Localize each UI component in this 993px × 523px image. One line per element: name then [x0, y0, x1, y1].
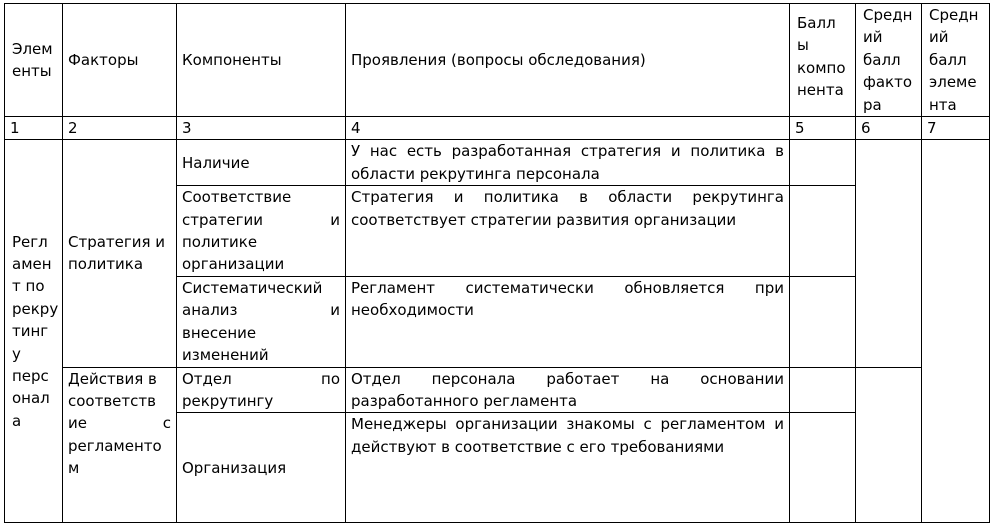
evaluation-table: [4, 3, 990, 523]
component-cell: Соответствие стратегии и политике организации: [177, 186, 346, 277]
manifestation-cell: Менеджеры организации знакомы с регламентом и действуют в соответствие с его требованиями: [346, 413, 790, 523]
column-number-row: [5, 117, 990, 140]
factor-average-cell: [856, 140, 922, 367]
factor-strategy-cell: Стратегия и политика: [63, 140, 177, 367]
column-number: 3: [177, 117, 346, 140]
column-number: 7: [922, 117, 990, 140]
header-row: [5, 4, 990, 117]
column-number: 4: [346, 117, 790, 140]
component-cell: Отдел по рекрутингу: [177, 367, 346, 413]
component-score-cell: [790, 140, 856, 186]
factor-actions-cell: Действия в соответств ие с регламенто м: [63, 367, 177, 523]
header-factor-average: Средн ий балл факто ра: [856, 4, 922, 117]
column-number: 6: [856, 117, 922, 140]
header-element-average: Средн ий балл элеме нта: [922, 4, 990, 117]
column-number: 1: [5, 117, 63, 140]
component-score-cell: [790, 186, 856, 277]
element-average-cell: [922, 140, 990, 523]
component-score-cell: [790, 276, 856, 367]
manifestation-cell: Стратегия и политика в области рекрутинга соответствует стратегии развития организации: [346, 186, 790, 277]
manifestation-cell: Регламент систематически обновляется при необходимости: [346, 276, 790, 367]
header-components: Компоненты: [177, 4, 346, 117]
element-name-cell: Регл амен т по рекру тинг у перс онал а: [5, 140, 63, 523]
table-row: [5, 140, 990, 186]
header-factors: Факторы: [63, 4, 177, 117]
header-elements: Элем енты: [5, 4, 63, 117]
component-cell: Наличие: [177, 140, 346, 186]
component-score-cell: [790, 413, 856, 523]
manifestation-cell: У нас есть разработанная стратегия и политика в области рекрутинга персонала: [346, 140, 790, 186]
manifestation-cell: Отдел персонала работает на основании разработанного регламента: [346, 367, 790, 413]
component-score-cell: [790, 367, 856, 413]
component-cell: Систематический анализ и внесение изменений: [177, 276, 346, 367]
table-row: [5, 367, 990, 413]
factor-average-cell: [856, 367, 922, 523]
column-number: 2: [63, 117, 177, 140]
header-component-score: Балл ы компо нента: [790, 4, 856, 117]
header-manifestations: Проявления (вопросы обследования): [346, 4, 790, 117]
component-cell: Организация: [177, 413, 346, 523]
column-number: 5: [790, 117, 856, 140]
